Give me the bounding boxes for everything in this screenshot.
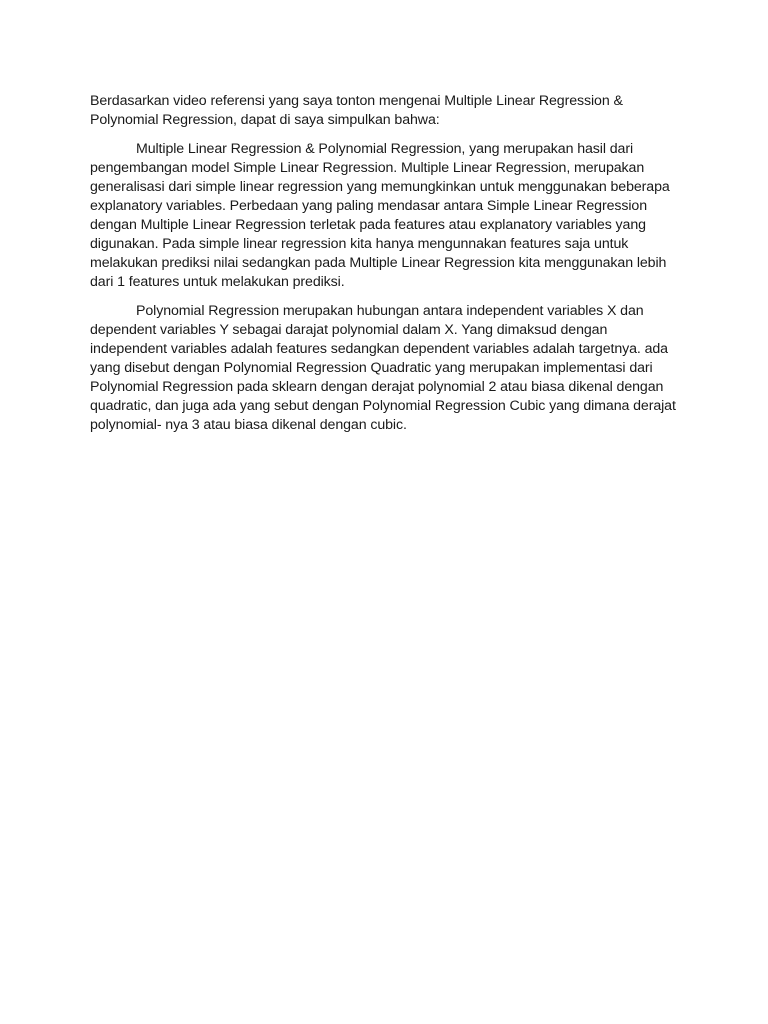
paragraph-polynomial-regression: Polynomial Regression merupakan hubungan antara independent variables X dan dependent variables Y sebagai darajat polynomial dalam X. Yang dimaksud dengan independent variables adalah features sedangkan dependent variables adalah targetnya. ada yang disebut dengan Polynomial Regression Quadratic yang merupakan implementasi dari Polynomial Regression pada sklearn dengan derajat polynomial 2 atau biasa dikenal dengan quadratic, dan juga ada yang sebut dengan Polynomial Regression Cubic yang dimana derajat polynomial- nya 3 atau biasa dikenal dengan cubic. <box>90 303 676 433</box>
paragraph-multiple-linear-regression: Multiple Linear Regression & Polynomial Regression, yang merupakan hasil dari pengembangan model Simple Linear Regression. Multiple Linear Regression, merupakan generalisasi dari simple linear regression yang memungkinkan untuk menggunakan beberapa explanatory variables. Perbedaan yang paling mendasar antara Simple Linear Regression dengan Multiple Linear Regression terletak pada features atau explanatory variables yang digunakan. Pada simple linear regression kita hanya mengunnakan features saja untuk melakukan prediksi nilai sedangkan pada Multiple Linear Regression kita menggunakan lebih dari 1 features untuk melakukan prediksi. <box>90 141 670 290</box>
document-body <box>90 92 680 445</box>
intro-paragraph: Berdasarkan video referensi yang saya tonton mengenai Multiple Linear Regression & Polynomial Regression, dapat di saya simpulkan bahwa: <box>90 93 623 128</box>
